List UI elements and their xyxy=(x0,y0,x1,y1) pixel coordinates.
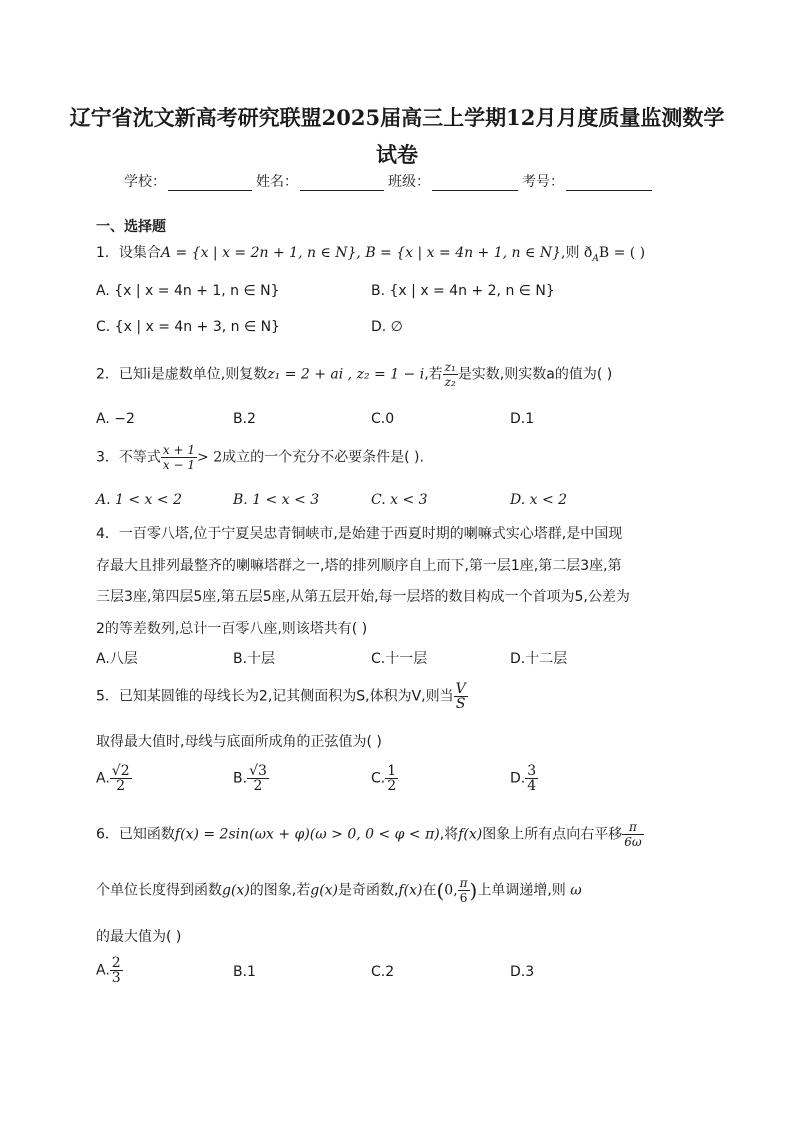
q5-fraction xyxy=(454,682,468,711)
q6-gx2: g(x) xyxy=(310,882,339,899)
q5-option-c[interactable] xyxy=(371,764,398,793)
q5-b-label: B. xyxy=(233,770,248,787)
q6-frac-den: 6ω xyxy=(624,835,642,849)
class-label: 班级： xyxy=(388,174,430,190)
q6-paren-right: ) xyxy=(469,878,478,903)
q2-option-b[interactable]: B.2 xyxy=(233,411,256,427)
q5-a-num: √2 xyxy=(111,763,130,779)
q5-d-label: D. xyxy=(510,770,526,787)
question-6-stem xyxy=(96,820,644,849)
q5-c-num: 1 xyxy=(387,763,397,779)
q5-option-b[interactable] xyxy=(233,764,269,793)
q3-frac-num: x + 1 xyxy=(162,443,196,457)
q5-b-num: √3 xyxy=(249,763,267,779)
student-info-row xyxy=(124,171,656,191)
q2-expr: z₁ = 2 + ai , z₂ = 1 − i xyxy=(267,366,425,383)
exam-title-line1: 辽宁省沈文新高考研究联盟2025届高三上学期12月月度质量监测数学 xyxy=(69,105,725,130)
q5-b-den: 2 xyxy=(247,778,269,793)
q2-text-b: ,若 xyxy=(424,366,443,383)
q6-line2-d: 在 xyxy=(422,882,437,899)
q6-interval-fraction xyxy=(458,876,470,905)
school-label: 学校： xyxy=(124,174,166,190)
question-6-line3: 的最大值为( ) xyxy=(96,929,182,945)
q6-line2-b: 的图象,若 xyxy=(249,882,311,899)
q4-option-c[interactable]: C.十一层 xyxy=(371,651,428,667)
q5-d-den: 4 xyxy=(527,778,537,794)
q6-line2-c: 是奇函数, xyxy=(338,882,399,899)
q6-option-b[interactable]: B.1 xyxy=(233,964,256,980)
q5-a-fraction xyxy=(110,764,132,793)
q6-text: 6．已知函数 xyxy=(96,826,175,843)
q4-option-d[interactable]: D.十二层 xyxy=(510,651,568,667)
q6-gx: g(x) xyxy=(222,882,250,899)
q5-frac-den: S xyxy=(454,696,468,711)
q2-text: 2．已知i是虚数单位,则复数 xyxy=(96,366,268,383)
q1-complement: ,则 ð xyxy=(561,245,593,261)
q1-set-b: , B = {x | x = 4n + 1, n ∈ N} xyxy=(356,245,561,261)
q6-text-c: 图象上所有点向右平移 xyxy=(482,826,623,843)
q1-complement-sub: A xyxy=(592,253,599,264)
question-6-line2 xyxy=(96,876,582,905)
q5-option-d[interactable] xyxy=(510,764,538,793)
q5-a-den: 2 xyxy=(110,778,132,793)
q6-interval-left: 0, xyxy=(444,882,458,899)
q2-option-c[interactable]: C.0 xyxy=(371,411,395,427)
class-blank[interactable] xyxy=(432,176,518,191)
q6-a-den: 3 xyxy=(111,970,121,986)
q5-b-fraction xyxy=(247,764,269,793)
q6-shift-fraction xyxy=(622,820,643,849)
q5-option-a[interactable] xyxy=(96,764,132,793)
name-blank[interactable] xyxy=(300,176,384,191)
q6-paren-left: ( xyxy=(436,878,445,903)
q4-option-b[interactable]: B.十层 xyxy=(233,651,276,667)
q3-option-d[interactable]: D. x < 2 xyxy=(510,492,568,508)
q2-fraction xyxy=(443,360,458,389)
q3-option-b[interactable]: B. 1 < x < 3 xyxy=(233,492,320,508)
q2-text-c: 是实数,则实数a的值为( ) xyxy=(457,366,613,383)
q5-c-fraction xyxy=(385,764,398,793)
q6-omega: ω xyxy=(570,882,582,899)
q6-interval-den: 6 xyxy=(458,890,470,905)
question-4-line3: 三层3座,第四层5座,第五层5座,从第五层开始,每一层塔的数目构成一个首项为5,公差为 xyxy=(96,589,630,605)
q4-option-a[interactable]: A.八层 xyxy=(96,651,138,667)
q5-d-num: 3 xyxy=(527,763,537,779)
q6-fx: f(x) xyxy=(458,826,483,843)
q1-tail: B = ( ) xyxy=(598,245,646,261)
question-4-line2: 存最大且排列最整齐的喇嘛塔群之一,塔的排列顺序自上而下,第一层1座,第二层3座,第 xyxy=(96,558,622,574)
q1-option-b[interactable]: B. {x | x = 4n + 2, n ∈ N} xyxy=(371,283,555,299)
q3-text: 3．不等式 xyxy=(96,449,161,466)
q3-ineq: > 2 xyxy=(197,449,223,466)
q5-d-fraction xyxy=(525,764,538,793)
q6-func: f(x) = 2sin(ωx + φ)(ω > 0, 0 < φ < π) xyxy=(174,826,440,843)
q2-frac-num: z₁ xyxy=(444,360,456,374)
question-5-stem xyxy=(96,682,468,711)
q5-frac-num: V xyxy=(455,681,466,697)
q1-set-a: A = {x | x = 2n + 1, n ∈ N} xyxy=(160,245,357,261)
q6-fx2: f(x) xyxy=(398,882,423,899)
q6-text-b: ,将 xyxy=(439,826,459,843)
q6-a-fraction xyxy=(110,956,123,985)
q5-text: 5．已知某圆锥的母线长为2,记其侧面积为S,体积为V,则当 xyxy=(96,688,454,705)
school-blank[interactable] xyxy=(168,176,252,191)
q6-interval-num: π xyxy=(459,876,468,890)
question-2-stem xyxy=(96,360,612,389)
question-4-line4: 2的等差数列,总计一百零八座,则该塔共有( ) xyxy=(96,621,368,637)
q6-frac-num: π xyxy=(629,820,637,834)
q6-line2-e: 上单调递增,则 xyxy=(477,882,566,899)
question-5-line2: 取得最大值时,母线与底面所成角的正弦值为( ) xyxy=(96,734,382,750)
q6-option-d[interactable]: D.3 xyxy=(510,964,535,980)
q1-option-a[interactable]: A. {x | x = 4n + 1, n ∈ N} xyxy=(96,283,280,299)
question-3-stem xyxy=(96,443,424,472)
name-label: 姓名： xyxy=(256,174,298,190)
q6-a-label: A. xyxy=(96,962,110,979)
number-blank[interactable] xyxy=(566,176,652,191)
q3-frac-den: x − 1 xyxy=(162,458,196,472)
q6-line2-a: 个单位长度得到函数 xyxy=(96,882,222,899)
q2-option-d[interactable]: D.1 xyxy=(510,411,535,427)
q5-c-label: C. xyxy=(371,770,386,787)
q6-option-c[interactable]: C.2 xyxy=(371,964,395,980)
q3-option-a[interactable]: A. 1 < x < 2 xyxy=(96,492,182,508)
q3-option-c[interactable]: C. x < 3 xyxy=(371,492,428,508)
q3-text-c: 成立的一个充分不必要条件是( ). xyxy=(222,449,424,466)
section-heading: 一、选择题 xyxy=(96,219,166,235)
q1-text: 1．设集合 xyxy=(96,245,161,261)
q2-frac-den: z₂ xyxy=(444,375,456,389)
q1-option-d[interactable]: D. ∅ xyxy=(371,319,403,335)
q1-option-c[interactable]: C. {x | x = 4n + 3, n ∈ N} xyxy=(96,319,280,335)
q5-c-den: 2 xyxy=(387,778,397,794)
q3-fraction xyxy=(161,443,197,472)
question-4-line1: 4．一百零八塔,位于宁夏吴忠青铜峡市,是始建于西夏时期的喇嘛式实心塔群,是中国现 xyxy=(96,526,623,542)
question-1-stem xyxy=(96,242,645,264)
q5-a-label: A. xyxy=(96,770,110,787)
q2-option-a[interactable]: A. −2 xyxy=(96,411,135,427)
exam-title-line2: 试卷 xyxy=(376,142,418,167)
q6-option-a[interactable] xyxy=(96,956,123,985)
q6-a-num: 2 xyxy=(111,955,121,971)
number-label: 考号： xyxy=(522,174,564,190)
